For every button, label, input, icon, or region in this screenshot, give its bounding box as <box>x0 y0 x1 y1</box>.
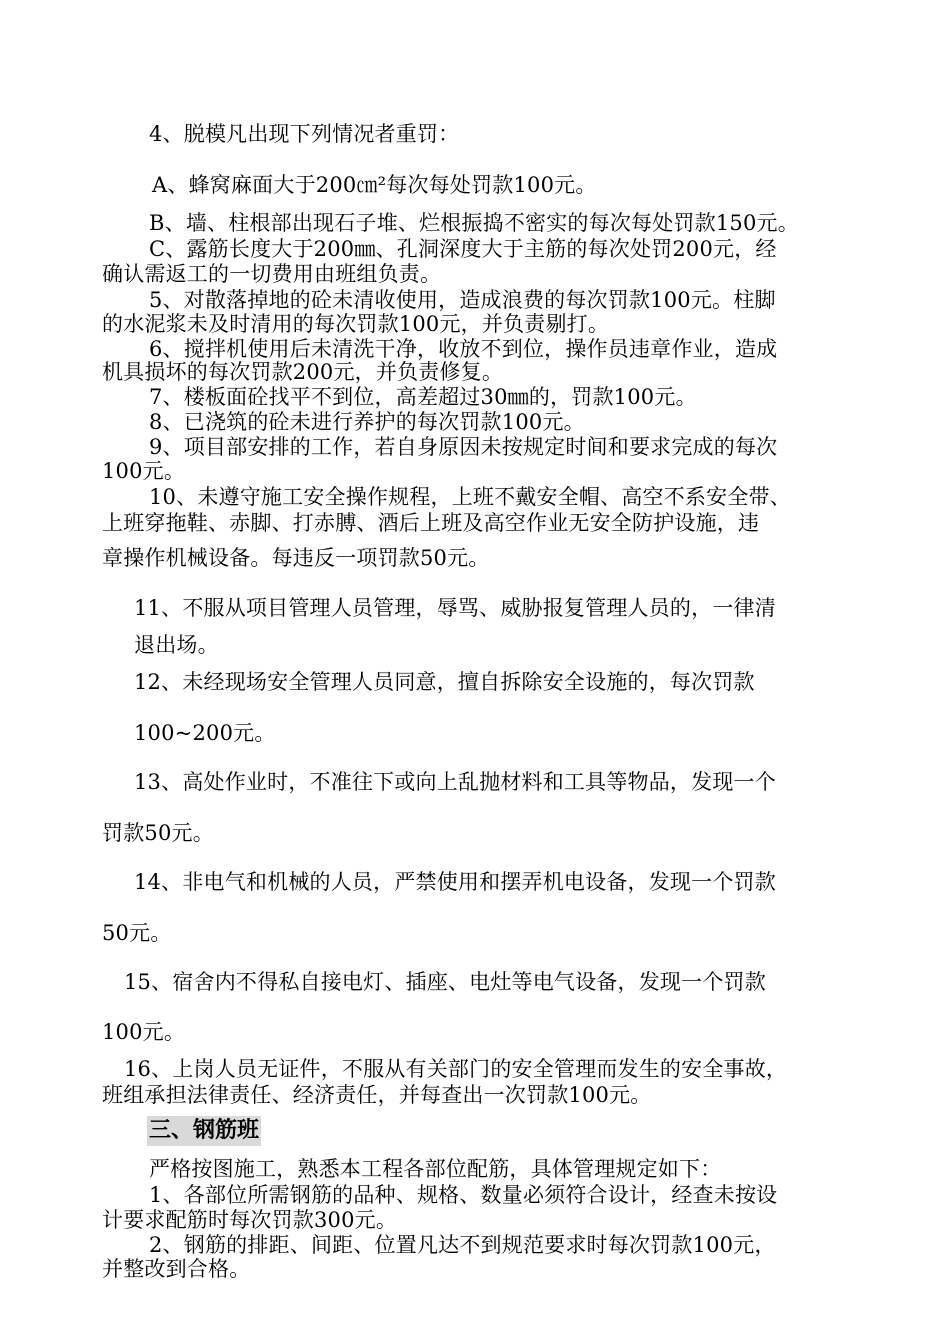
item-11-line1: 11、不服从项目管理人员管理，辱骂、威胁报复管理人员的，一律清 <box>134 596 776 620</box>
item-15-line2: 100元。 <box>102 1020 186 1044</box>
rebar-item-1-line1: 1、各部位所需钢筋的品种、规格、数量必须符合设计，经查未按设 <box>149 1183 778 1207</box>
item-12-line2: 100~200元。 <box>134 721 276 745</box>
item-10-line3: 章操作机械设备。每违反一项罚款50元。 <box>102 546 490 570</box>
item-9-line1: 9、项目部安排的工作，若自身原因未按规定时间和要求完成的每次 <box>149 435 778 459</box>
item-13-line2: 罚款50元。 <box>102 821 214 845</box>
item-4-a: A、蜂窝麻面大于200㎝²每次每处罚款100元。 <box>152 173 597 197</box>
item-11-line2: 退出场。 <box>134 633 219 657</box>
item-12-line1: 12、未经现场安全管理人员同意，擅自拆除安全设施的，每次罚款 <box>134 670 755 694</box>
rebar-item-1-line2: 计要求配筋时每次罚款300元。 <box>102 1208 398 1232</box>
item-7: 7、楼板面砼找平不到位，高差超过30㎜的，罚款100元。 <box>149 385 697 409</box>
item-13-line1: 13、高处作业时，不准往下或向上乱抛材料和工具等物品，发现一个 <box>134 770 776 794</box>
rebar-item-2-line1: 2、钢筋的排距、间距、位置凡达不到规范要求时每次罚款100元， <box>149 1233 776 1257</box>
item-4-c-line1: C、露筋长度大于200㎜、孔洞深度大于主筋的每次处罚200元，经 <box>149 237 777 261</box>
item-10-line2: 上班穿拖鞋、赤脚、打赤膊、酒后上班及高空作业无安全防护设施，违 <box>102 511 760 535</box>
item-15-line1: 15、宿舍内不得私自接电灯、插座、电灶等电气设备，发现一个罚款 <box>124 970 766 994</box>
item-5-line2: 的水泥浆未及时清用的每次罚款100元，并负责剔打。 <box>102 312 610 336</box>
item-14-line1: 14、非电气和机械的人员，严禁使用和摆弄机电设备，发现一个罚款 <box>134 870 776 894</box>
rebar-intro: 严格按图施工，熟悉本工程各部位配筋，具体管理规定如下： <box>149 1157 722 1181</box>
item-9-line2: 100元。 <box>102 459 186 483</box>
item-6-line2: 机具损坏的每次罚款200元，并负责修复。 <box>102 360 504 384</box>
item-8: 8、已浇筑的砼未进行养护的每次罚款100元。 <box>149 410 585 434</box>
section-heading-rebar-team: 三、钢筋班 <box>147 1116 261 1146</box>
item-14-line2: 50元。 <box>102 921 172 945</box>
item-4-title: 4、脱模凡出现下列情况者重罚： <box>149 122 460 146</box>
item-16-line2: 班组承担法律责任、经济责任，并每查出一次罚款100元。 <box>102 1083 652 1107</box>
item-4-c-line2: 确认需返工的一切费用由班组负责。 <box>102 262 442 286</box>
rebar-item-2-line2: 并整改到合格。 <box>102 1257 251 1281</box>
item-5-line1: 5、对散落掉地的砼未清收使用，造成浪费的每次罚款100元。柱脚 <box>149 288 776 312</box>
item-16-line1: 16、上岗人员无证件，不服从有关部门的安全管理而发生的安全事故， <box>124 1057 788 1081</box>
item-6-line1: 6、搅拌机使用后未清洗干净，收放不到位，操作员违章作业，造成 <box>149 337 778 361</box>
item-4-b: B、墙、柱根部出现石子堆、烂根振捣不密实的每次每处罚款150元。 <box>149 211 799 235</box>
item-10-line1: 10、未遵守施工安全操作规程，上班不戴安全帽、高空不系安全带、 <box>149 485 791 509</box>
